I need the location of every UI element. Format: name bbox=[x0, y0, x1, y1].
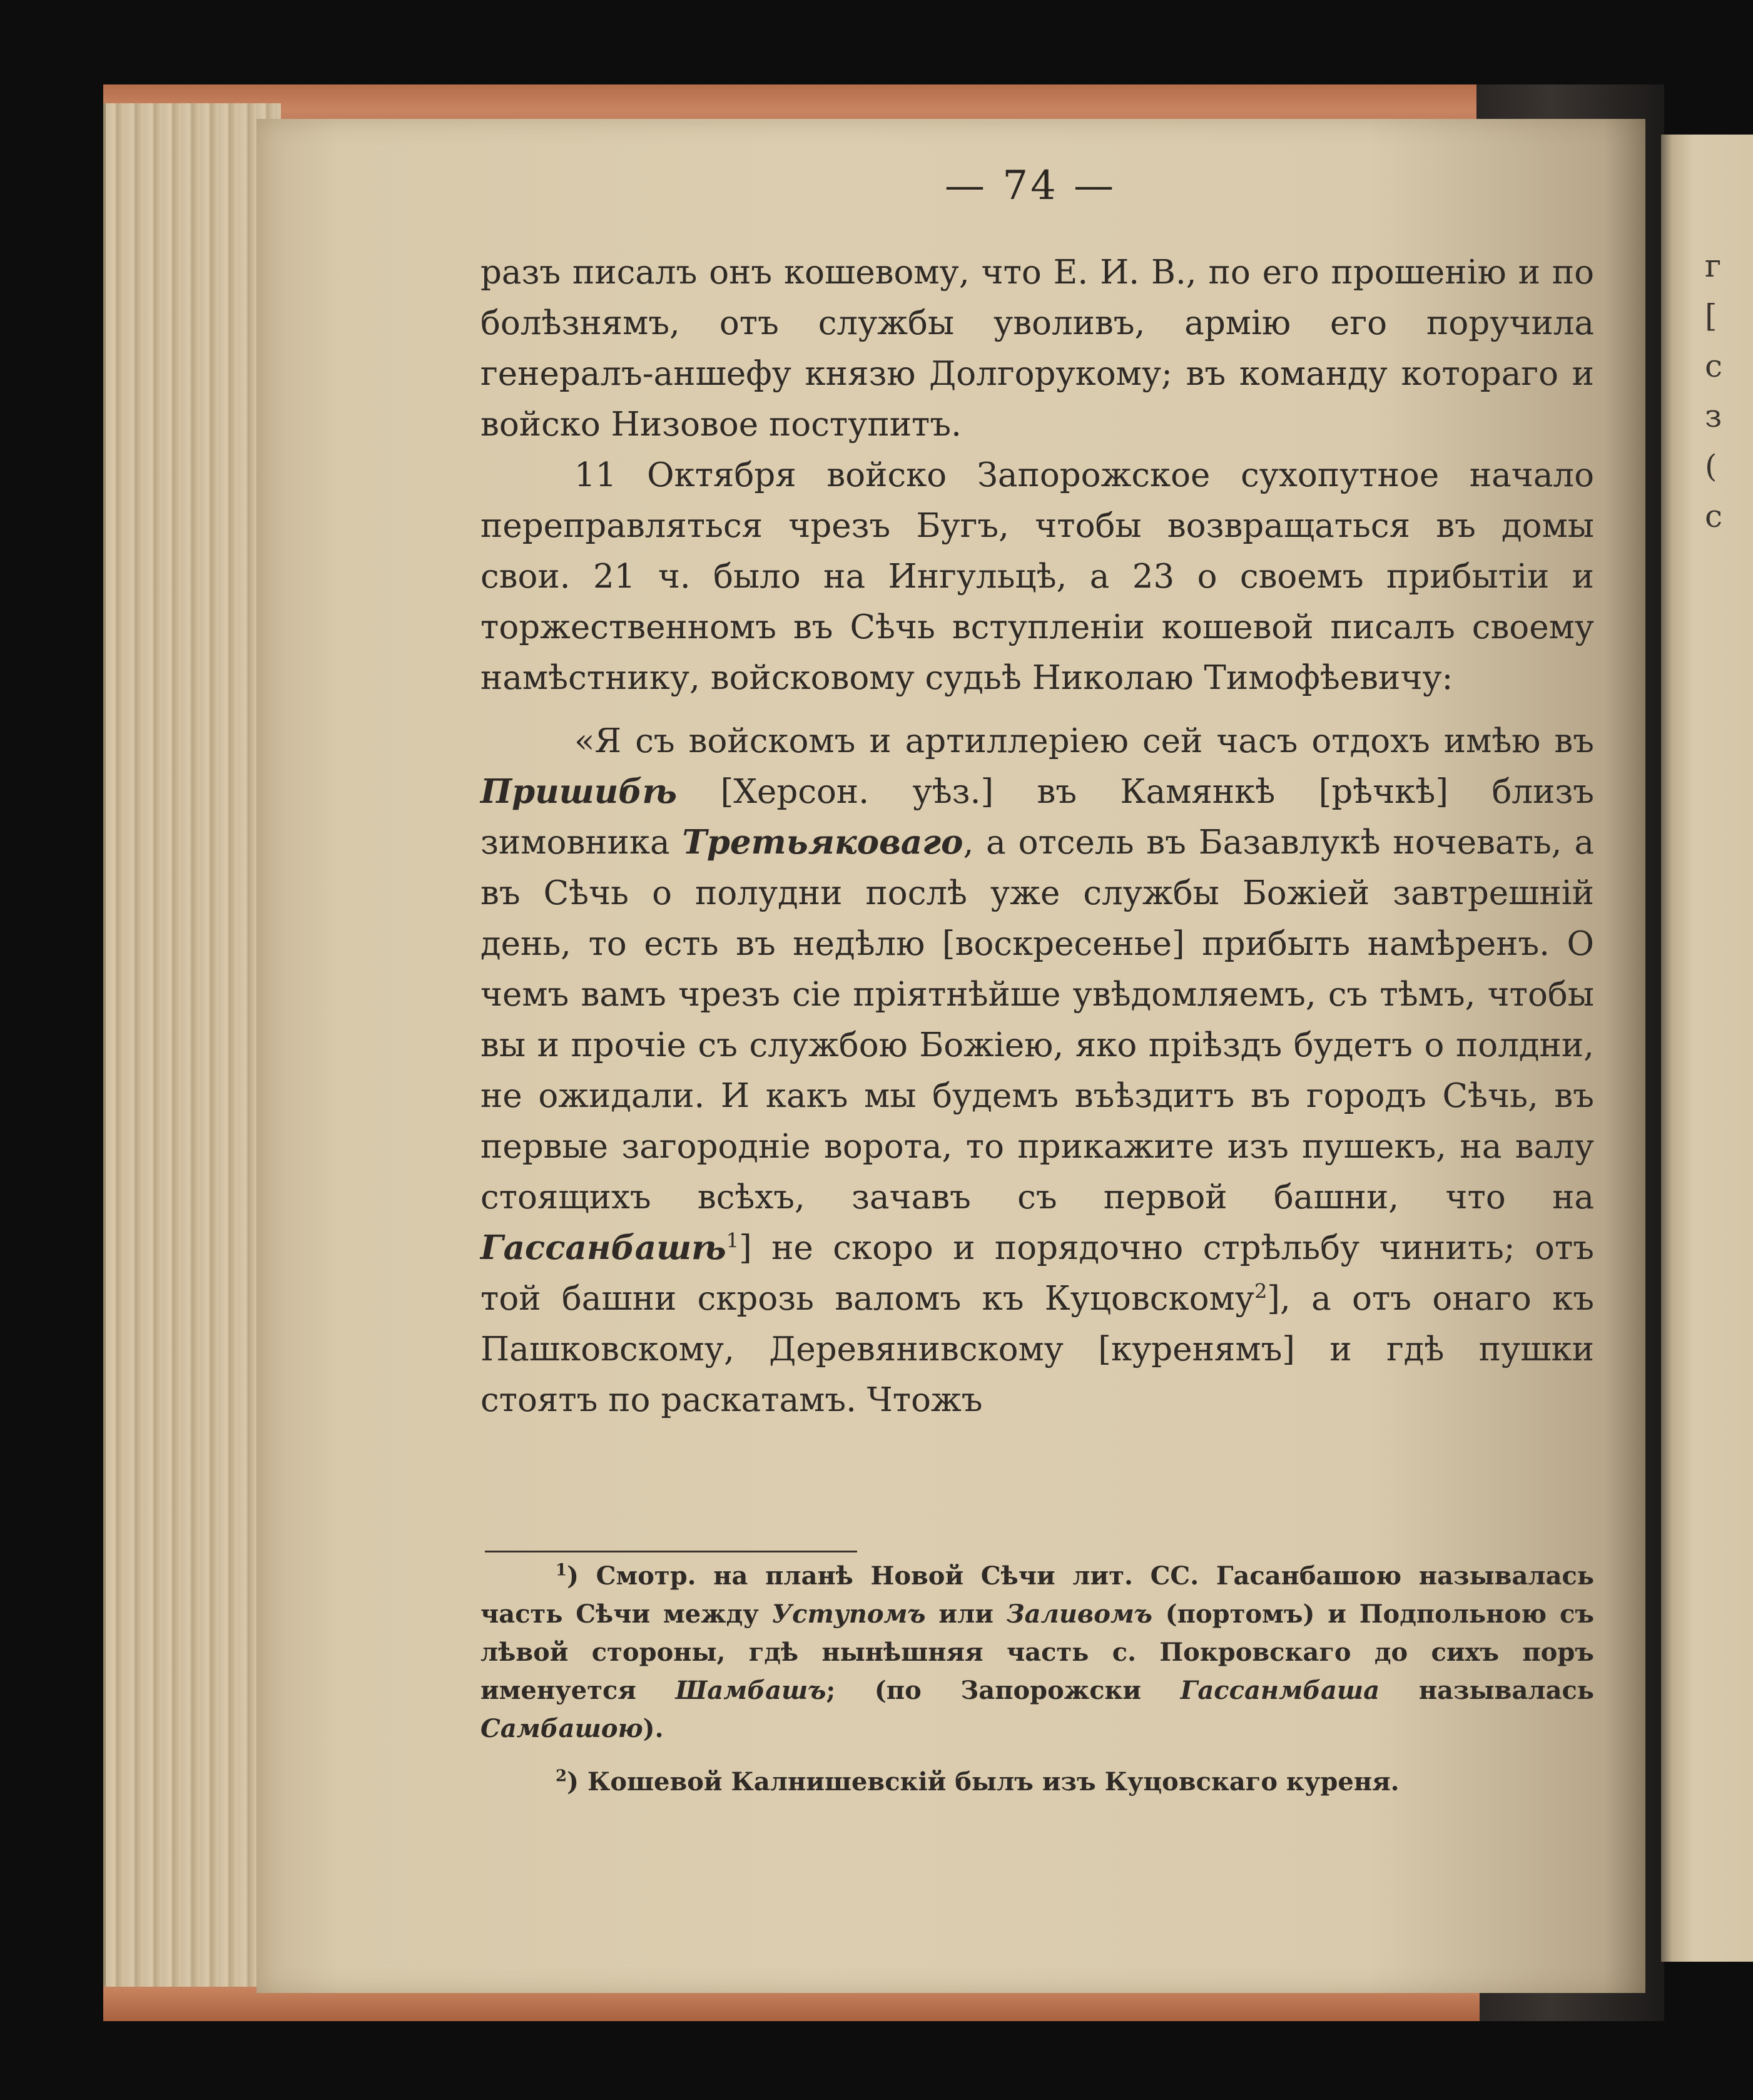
text-span: разъ писалъ онъ кошевому, что Е. И. В., по его прошенію и по болѣзнямъ, отъ службы уволивъ, армію его поручила генералъ-аншефу князю Долгорукому; въ команду котораго и войско Низовое поступитъ. bbox=[480, 253, 1594, 444]
main-text bbox=[480, 247, 1594, 1425]
place-name: Гассанмбаша bbox=[1180, 1676, 1380, 1705]
text-span: (портомъ) и Подпольною съ лѣвой стороны, гдѣ нынѣшняя часть с. Покровскаго до сихъ поръ именуется bbox=[480, 1599, 1595, 1705]
text-span: или bbox=[925, 1599, 1007, 1629]
footnote-divider bbox=[485, 1551, 857, 1552]
next-page-fragment: с bbox=[1705, 498, 1723, 534]
footnote-mark: 2 bbox=[556, 1766, 567, 1786]
next-page-fragment: с bbox=[1705, 348, 1723, 384]
text-span: , а отсель въ Базавлукѣ ночевать, а въ Сѣчь о полудни послѣ уже службы Божіей завтрешній день, то есть въ недѣлю [воскресенье] прибыть намѣренъ. О чемъ вамъ чрезъ сіе пріятнѣйше увѣдомляемъ, съ тѣмъ, чтобы вы и прочіе съ службою Божіею, яко пріѣздъ будетъ о полдни, не ожидали. И какъ мы будемъ въѣздитъ въ городъ Сѣчь, въ первые загородніе ворота, то прикажите изъ пушекъ, на валу стоящихъ всѣхъ, зачавъ съ первой башни, что на bbox=[480, 823, 1594, 1216]
page-stack-left bbox=[103, 103, 281, 1987]
paragraph bbox=[480, 450, 1594, 703]
next-page-fragment: [ bbox=[1705, 298, 1717, 334]
place-name: Гассанбашѣ bbox=[480, 1228, 726, 1267]
footnote-ref[interactable]: 1 bbox=[726, 1228, 739, 1253]
text-span: «Я съ войскомъ и артиллеріею сей часъ отдохъ имѣю въ bbox=[574, 722, 1594, 760]
footnotes bbox=[480, 1557, 1594, 1801]
place-name: Самбашою bbox=[480, 1714, 643, 1743]
text-span: ). bbox=[643, 1714, 664, 1743]
text-span: называлась bbox=[1380, 1676, 1594, 1705]
next-page-edge bbox=[1661, 135, 1753, 1962]
paragraph bbox=[480, 247, 1594, 450]
text-span: ], а отъ онаго къ Пашковскому, Деревянивскому [куренямъ] и гдѣ пушки стоятъ по раскатамъ. Чтожъ bbox=[480, 1280, 1594, 1419]
text-span: ) Кошевой Калнишевскій былъ изъ Куцовскаго куреня. bbox=[567, 1767, 1400, 1797]
place-name: Третьяковаго bbox=[682, 823, 963, 862]
text-span: 11 Октября войско Запорожское сухопутное начало переправляться чрезъ Бугъ, чтобы возвращаться въ домы свои. 21 ч. было на Ингульцѣ, а 23 о своемъ прибытіи и торжественномъ въ Сѣчь вступленіи кошевой писалъ своему намѣстнику, войсковому судьѣ Николаю Тимофѣевичу: bbox=[480, 456, 1594, 697]
text-span: [Херсон. уѣз.] въ Камянкѣ [рѣчкѣ] близъ зимовника bbox=[480, 773, 1594, 862]
footnote-mark: 1 bbox=[556, 1561, 567, 1580]
text-span: ) Смотр. на планѣ Новой Сѣчи лит. СС. Гасанбашою называлась часть Сѣчи между bbox=[480, 1561, 1594, 1629]
place-name: Заливомъ bbox=[1006, 1599, 1152, 1629]
text-span: ; (по Запорожски bbox=[826, 1676, 1181, 1705]
footnote-1 bbox=[480, 1557, 1594, 1748]
place-name: Шамбашъ bbox=[675, 1676, 826, 1705]
next-page-fragment: ( bbox=[1705, 448, 1717, 484]
next-page-fragment: г bbox=[1705, 248, 1722, 284]
footnote-2 bbox=[480, 1763, 1594, 1801]
place-name: Пришибѣ bbox=[480, 772, 678, 811]
quoted-letter bbox=[480, 716, 1594, 1425]
text-span: ] не скоро и порядочно стрѣльбу чинить; отъ той башни скрозь валомъ къ Куцовскому bbox=[480, 1229, 1594, 1318]
footnote-ref[interactable]: 2 bbox=[1254, 1279, 1268, 1303]
place-name: Уступомъ bbox=[771, 1599, 926, 1629]
next-page-fragment: з bbox=[1705, 398, 1722, 434]
page-number: — 74 — bbox=[945, 163, 1117, 209]
